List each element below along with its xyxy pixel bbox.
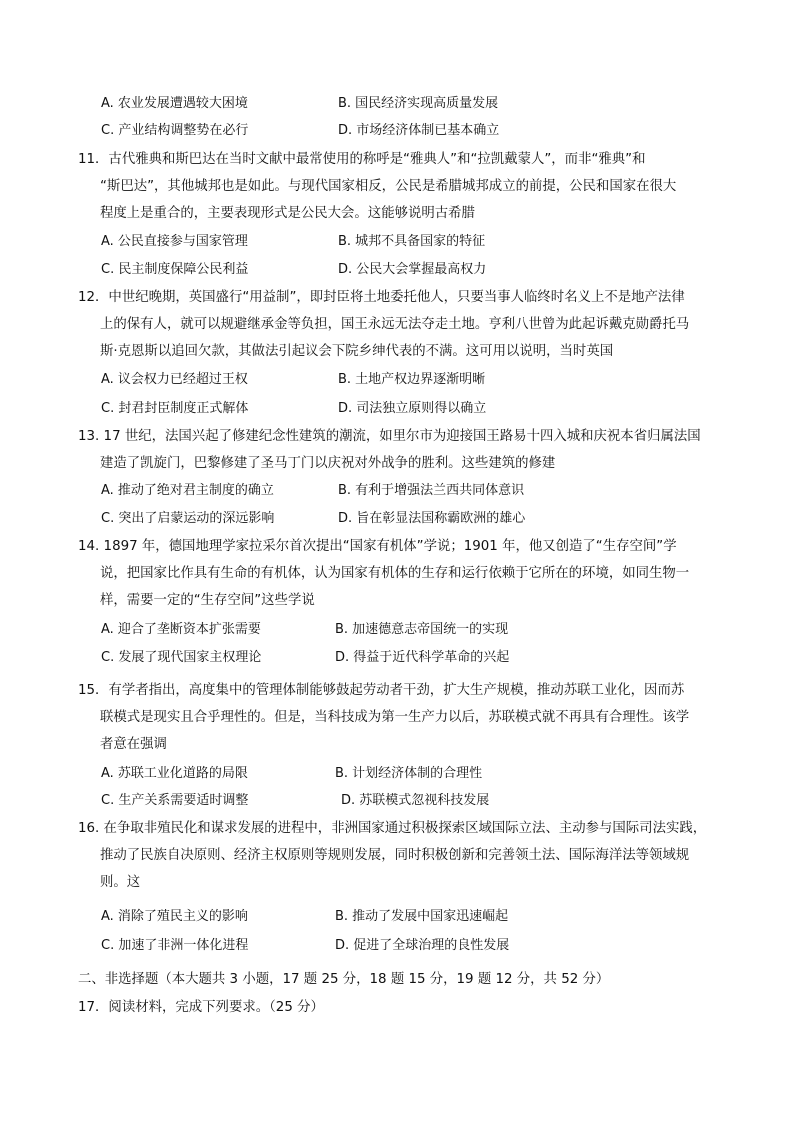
q14-stem-line: 样，需要一定的“生存空间”这些学说 xyxy=(100,593,315,608)
q16-stem-line: 推动了民族自决原则、经济主权原则等规则发展，同时积极创新和完善领土法、国际海洋法等领域规 xyxy=(100,848,690,863)
q14-option-c[interactable]: C. 发展了现代国家主权理论 xyxy=(101,650,262,665)
q10-option-d[interactable]: D. 市场经济体制已基本确立 xyxy=(338,123,500,138)
q16-option-b[interactable]: B. 推动了发展中国家迅速崛起 xyxy=(335,909,509,924)
q14-stem-line: 说，把国家比作具有生命的有机体，认为国家有机体的生存和运行依赖于它所在的环境，如同生物一 xyxy=(100,566,690,581)
q15-option-c[interactable]: C. 生产关系需要适时调整 xyxy=(101,793,249,808)
q14-option-b[interactable]: B. 加速德意志帝国统一的实现 xyxy=(335,622,509,637)
q14-option-d[interactable]: D. 得益于近代科学革命的兴起 xyxy=(335,650,510,665)
q16-stem-line: 16. 在争取非殖民化和谋求发展的进程中，非洲国家通过积极探索区域国际立法、主动参与国际司法实践， xyxy=(78,821,707,836)
q11-stem-line: 程度上是重合的，主要表现形式是公民大会。这能够说明古希腊 xyxy=(100,206,475,221)
q12-option-c[interactable]: C. 封君封臣制度正式解体 xyxy=(101,401,249,416)
q14-option-a[interactable]: A. 迎合了垄断资本扩张需要 xyxy=(101,622,261,637)
q11-option-a[interactable]: A. 公民直接参与国家管理 xyxy=(101,234,248,249)
section-heading: 二、非选择题（本大题共 3 小题，17 题 25 分，18 题 15 分，19 题 12 分，共 52 分） xyxy=(78,972,610,987)
q15-stem-line: 者意在强调 xyxy=(100,737,167,752)
q15-option-b[interactable]: B. 计划经济体制的合理性 xyxy=(335,766,483,781)
q16-stem-line: 则。这 xyxy=(100,875,141,890)
q11-stem-line: “斯巴达”，其他城邦也是如此。与现代国家相反，公民是希腊城邦成立的前提，公民和国家在很大 xyxy=(100,179,677,194)
q13-option-a[interactable]: A. 推动了绝对君主制度的确立 xyxy=(101,483,274,498)
q13-stem-line: 13. 17 世纪，法国兴起了修建纪念性建筑的潮流，如里尔市为迎接国王路易十四入城和庆祝本省归属法国 xyxy=(78,429,701,444)
q14-stem-line: 14. 1897 年，德国地理学家拉采尔首次提出“国家有机体”学说；1901 年，他又创造了“生存空间”学 xyxy=(78,539,677,554)
q10-option-b[interactable]: B. 国民经济实现高质量发展 xyxy=(338,96,499,111)
q13-stem-line: 建造了凯旋门，巴黎修建了圣马丁门以庆祝对外战争的胜利。这些建筑的修建 xyxy=(100,456,556,471)
q17-instruction: 17．阅读材料，完成下列要求。（25 分） xyxy=(78,1000,324,1015)
q15-stem-line: 15．有学者指出，高度集中的管理体制能够鼓起劳动者干劲，扩大生产规模，推动苏联工业化，因而苏 xyxy=(78,683,685,698)
q13-option-b[interactable]: B. 有利于增强法兰西共同体意识 xyxy=(338,483,525,498)
q12-option-a[interactable]: A. 议会权力已经超过王权 xyxy=(101,372,248,387)
q16-option-c[interactable]: C. 加速了非洲一体化进程 xyxy=(101,938,249,953)
q11-option-d[interactable]: D. 公民大会掌握最高权力 xyxy=(338,262,487,277)
q10-option-a[interactable]: A. 农业发展遭遇较大困境 xyxy=(101,96,248,111)
q16-option-d[interactable]: D. 促进了全球治理的良性发展 xyxy=(335,938,510,953)
q10-option-c[interactable]: C. 产业结构调整势在必行 xyxy=(101,123,249,138)
q11-stem-line: 11．古代雅典和斯巴达在当时文献中最常使用的称呼是“雅典人”和“拉凯戴蒙人”，而非“雅典”和 xyxy=(78,152,646,167)
q13-option-d[interactable]: D. 旨在彰显法国称霸欧洲的雄心 xyxy=(338,511,526,526)
q11-option-b[interactable]: B. 城邦不具备国家的特征 xyxy=(338,234,486,249)
q15-stem-line: 联模式是现实且合乎理性的。但是，当科技成为第一生产力以后，苏联模式就不再具有合理性。该学 xyxy=(100,710,690,725)
q13-option-c[interactable]: C. 突出了启蒙运动的深远影响 xyxy=(101,511,275,526)
q12-stem-line: 12．中世纪晚期，英国盛行“用益制”，即封臣将土地委托他人，只要当事人临终时名义上不是地产法律 xyxy=(78,290,685,305)
q12-option-d[interactable]: D. 司法独立原则得以确立 xyxy=(338,401,487,416)
q15-option-d[interactable]: D. 苏联模式忽视科技发展 xyxy=(341,793,490,808)
q12-stem-line: 上的保有人，就可以规避继承金等负担，国王永远无法夺走土地。亨利八世曾为此起诉戴克勋爵托马 xyxy=(100,317,690,332)
q15-option-a[interactable]: A. 苏联工业化道路的局限 xyxy=(101,766,248,781)
q12-stem-line: 斯·克恩斯以追回欠款，其做法引起议会下院乡绅代表的不满。这可用以说明，当时英国 xyxy=(100,344,614,359)
q12-option-b[interactable]: B. 土地产权边界逐渐明晰 xyxy=(338,372,486,387)
q16-option-a[interactable]: A. 消除了殖民主义的影响 xyxy=(101,909,248,924)
q11-option-c[interactable]: C. 民主制度保障公民利益 xyxy=(101,262,249,277)
